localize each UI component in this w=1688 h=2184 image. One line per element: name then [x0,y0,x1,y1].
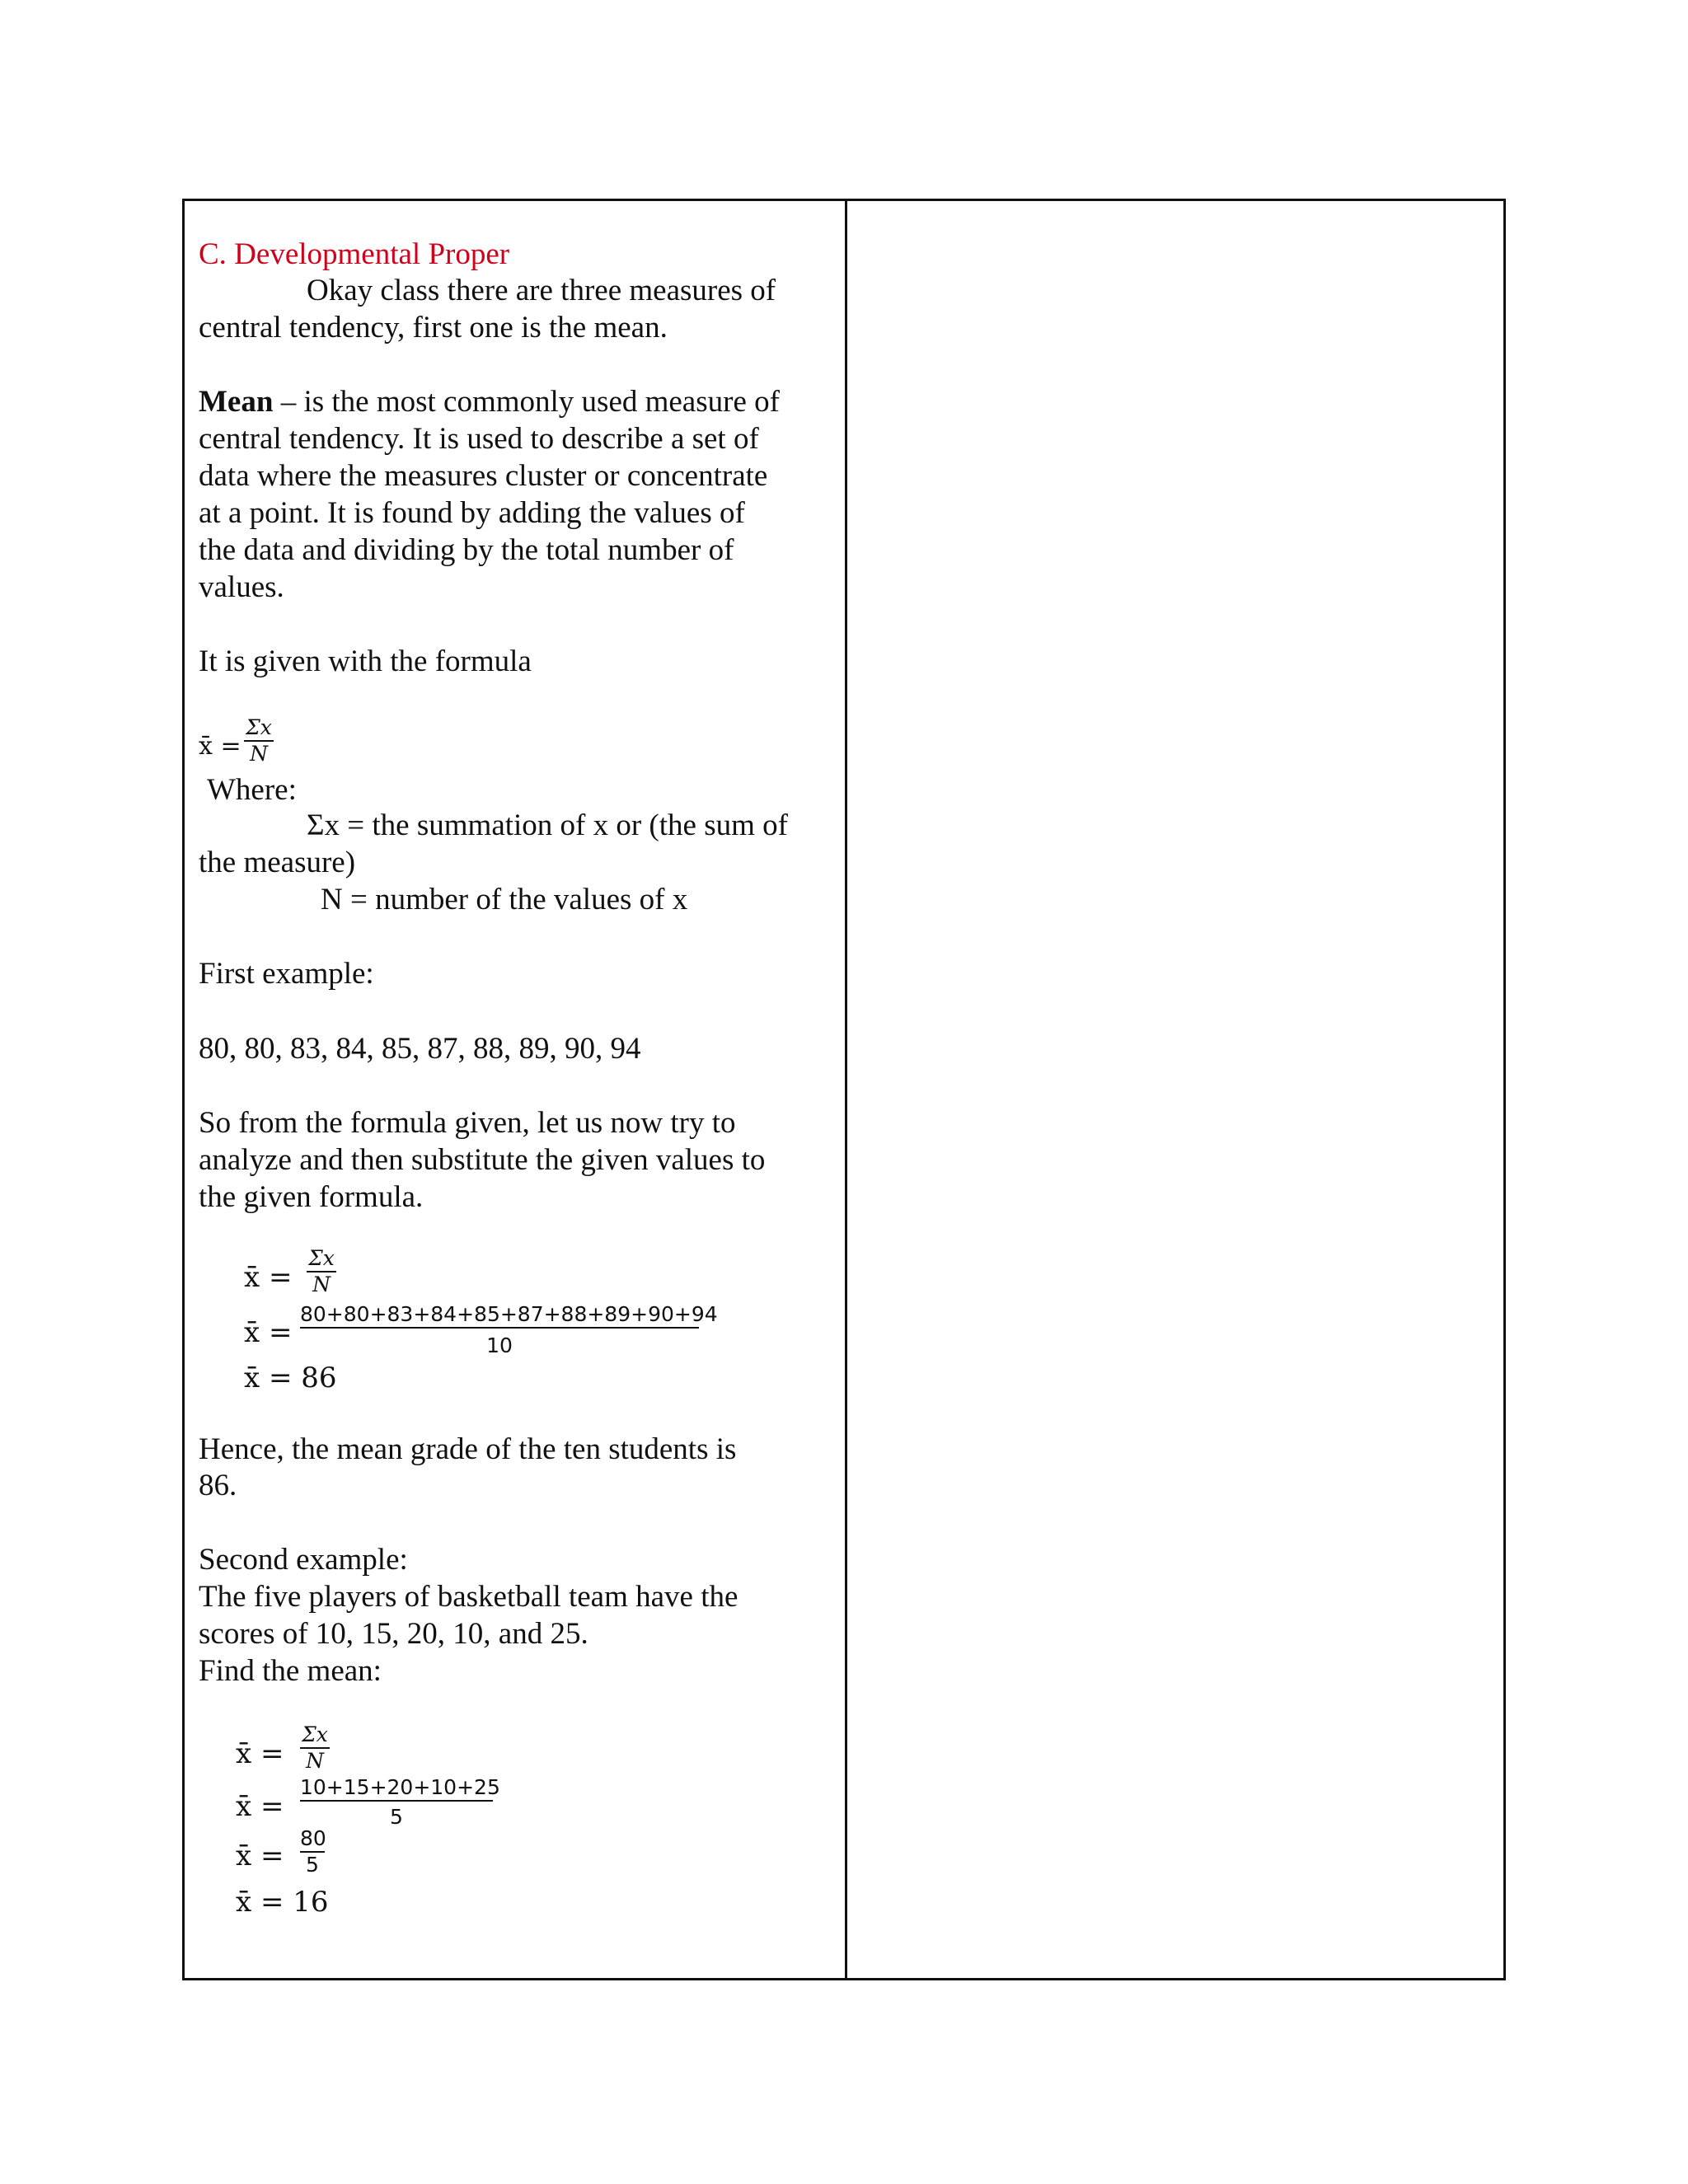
example2-label: Second example: [199,1543,408,1577]
where-n: N = number of the values of x [321,883,688,916]
example2-step2-fraction [300,1775,500,1830]
example1-explain-line-2: analyze and then substitute the given values to [199,1143,766,1177]
example1-step1-denominator: N [312,1272,331,1296]
example2-problem-line-2: scores of 10, 15, 20, 10, and 25. [199,1617,588,1651]
example1-step2-lhs: x̄ = [244,1316,293,1349]
example2-result: x̄ = 16 [236,1886,329,1919]
intro-line-1: Okay class there are three measures of [307,274,776,307]
formula-intro: It is given with the formula [199,644,532,678]
example2-problem-line-3: Find the mean: [199,1654,382,1688]
example1-step1-numerator: Σx [308,1246,335,1270]
column-divider [845,201,847,1978]
formula-lhs: x̄ = [199,732,241,761]
mean-definition-line-5: the data and dividing by the total number of [199,533,734,567]
where-sum-line-1: Σx = the summation of x or (the sum of [307,808,788,842]
section-heading: C. Developmental Proper [199,237,510,271]
fraction-bar [300,1800,493,1802]
example1-step2-fraction [300,1302,718,1358]
example1-result: x̄ = 86 [244,1361,337,1394]
mean-definition-rest: – is the most commonly used measure of [280,385,780,419]
example1-step1-lhs: x̄ = [244,1261,293,1294]
mean-definition-line-4: at a point. It is found by adding the values of [199,496,745,530]
example2-step1-fraction [300,1722,330,1774]
example2-step3-fraction [300,1826,325,1877]
example1-explain-line-3: the given formula. [199,1180,424,1214]
mean-term: Mean [199,385,274,419]
example2-step3-denominator: 5 [306,1853,319,1877]
example1-step1-fraction [307,1246,336,1297]
example2-step3-lhs: x̄ = [236,1840,284,1872]
example2-step2-denominator: 5 [390,1805,403,1829]
where-label: Where: [207,773,297,807]
example2-problem-line-1: The five players of basketball team have the [199,1580,738,1614]
example1-conclusion-line-2: 86. [199,1469,237,1502]
example1-values: 80, 80, 83, 84, 85, 87, 88, 89, 90, 94 [199,1032,641,1066]
formula-fraction [244,715,274,766]
mean-definition-line-6: values. [199,570,284,604]
example2-step2-lhs: x̄ = [236,1790,284,1823]
example2-step3-numerator: 80 [300,1826,326,1850]
formula-numerator: Σx [246,715,272,739]
example2-step1-denominator: N [306,1749,324,1773]
where-sum-line-2: the measure) [199,846,356,879]
formula-denominator: N [250,742,268,766]
example1-explain-line-1: So from the formula given, let us now try to [199,1106,736,1140]
example1-conclusion-line-1: Hence, the mean grade of the ten students is [199,1432,737,1466]
mean-definition-line-3: data where the measures cluster or concentrate [199,459,768,493]
example2-step1-numerator: Σx [302,1722,328,1746]
intro-line-2: central tendency, first one is the mean. [199,311,668,344]
fraction-bar [300,1327,699,1329]
example2-step1-lhs: x̄ = [236,1737,284,1770]
mean-definition-line-1 [199,383,780,420]
example1-step2-denominator: 10 [486,1333,513,1357]
example1-label: First example: [199,957,374,991]
mean-definition-line-2: central tendency. It is used to describe a set of [199,422,759,456]
example2-step2-numerator: 10+15+20+10+25 [300,1775,500,1799]
example1-step2-numerator: 80+80+83+84+85+87+88+89+90+94 [300,1302,718,1326]
